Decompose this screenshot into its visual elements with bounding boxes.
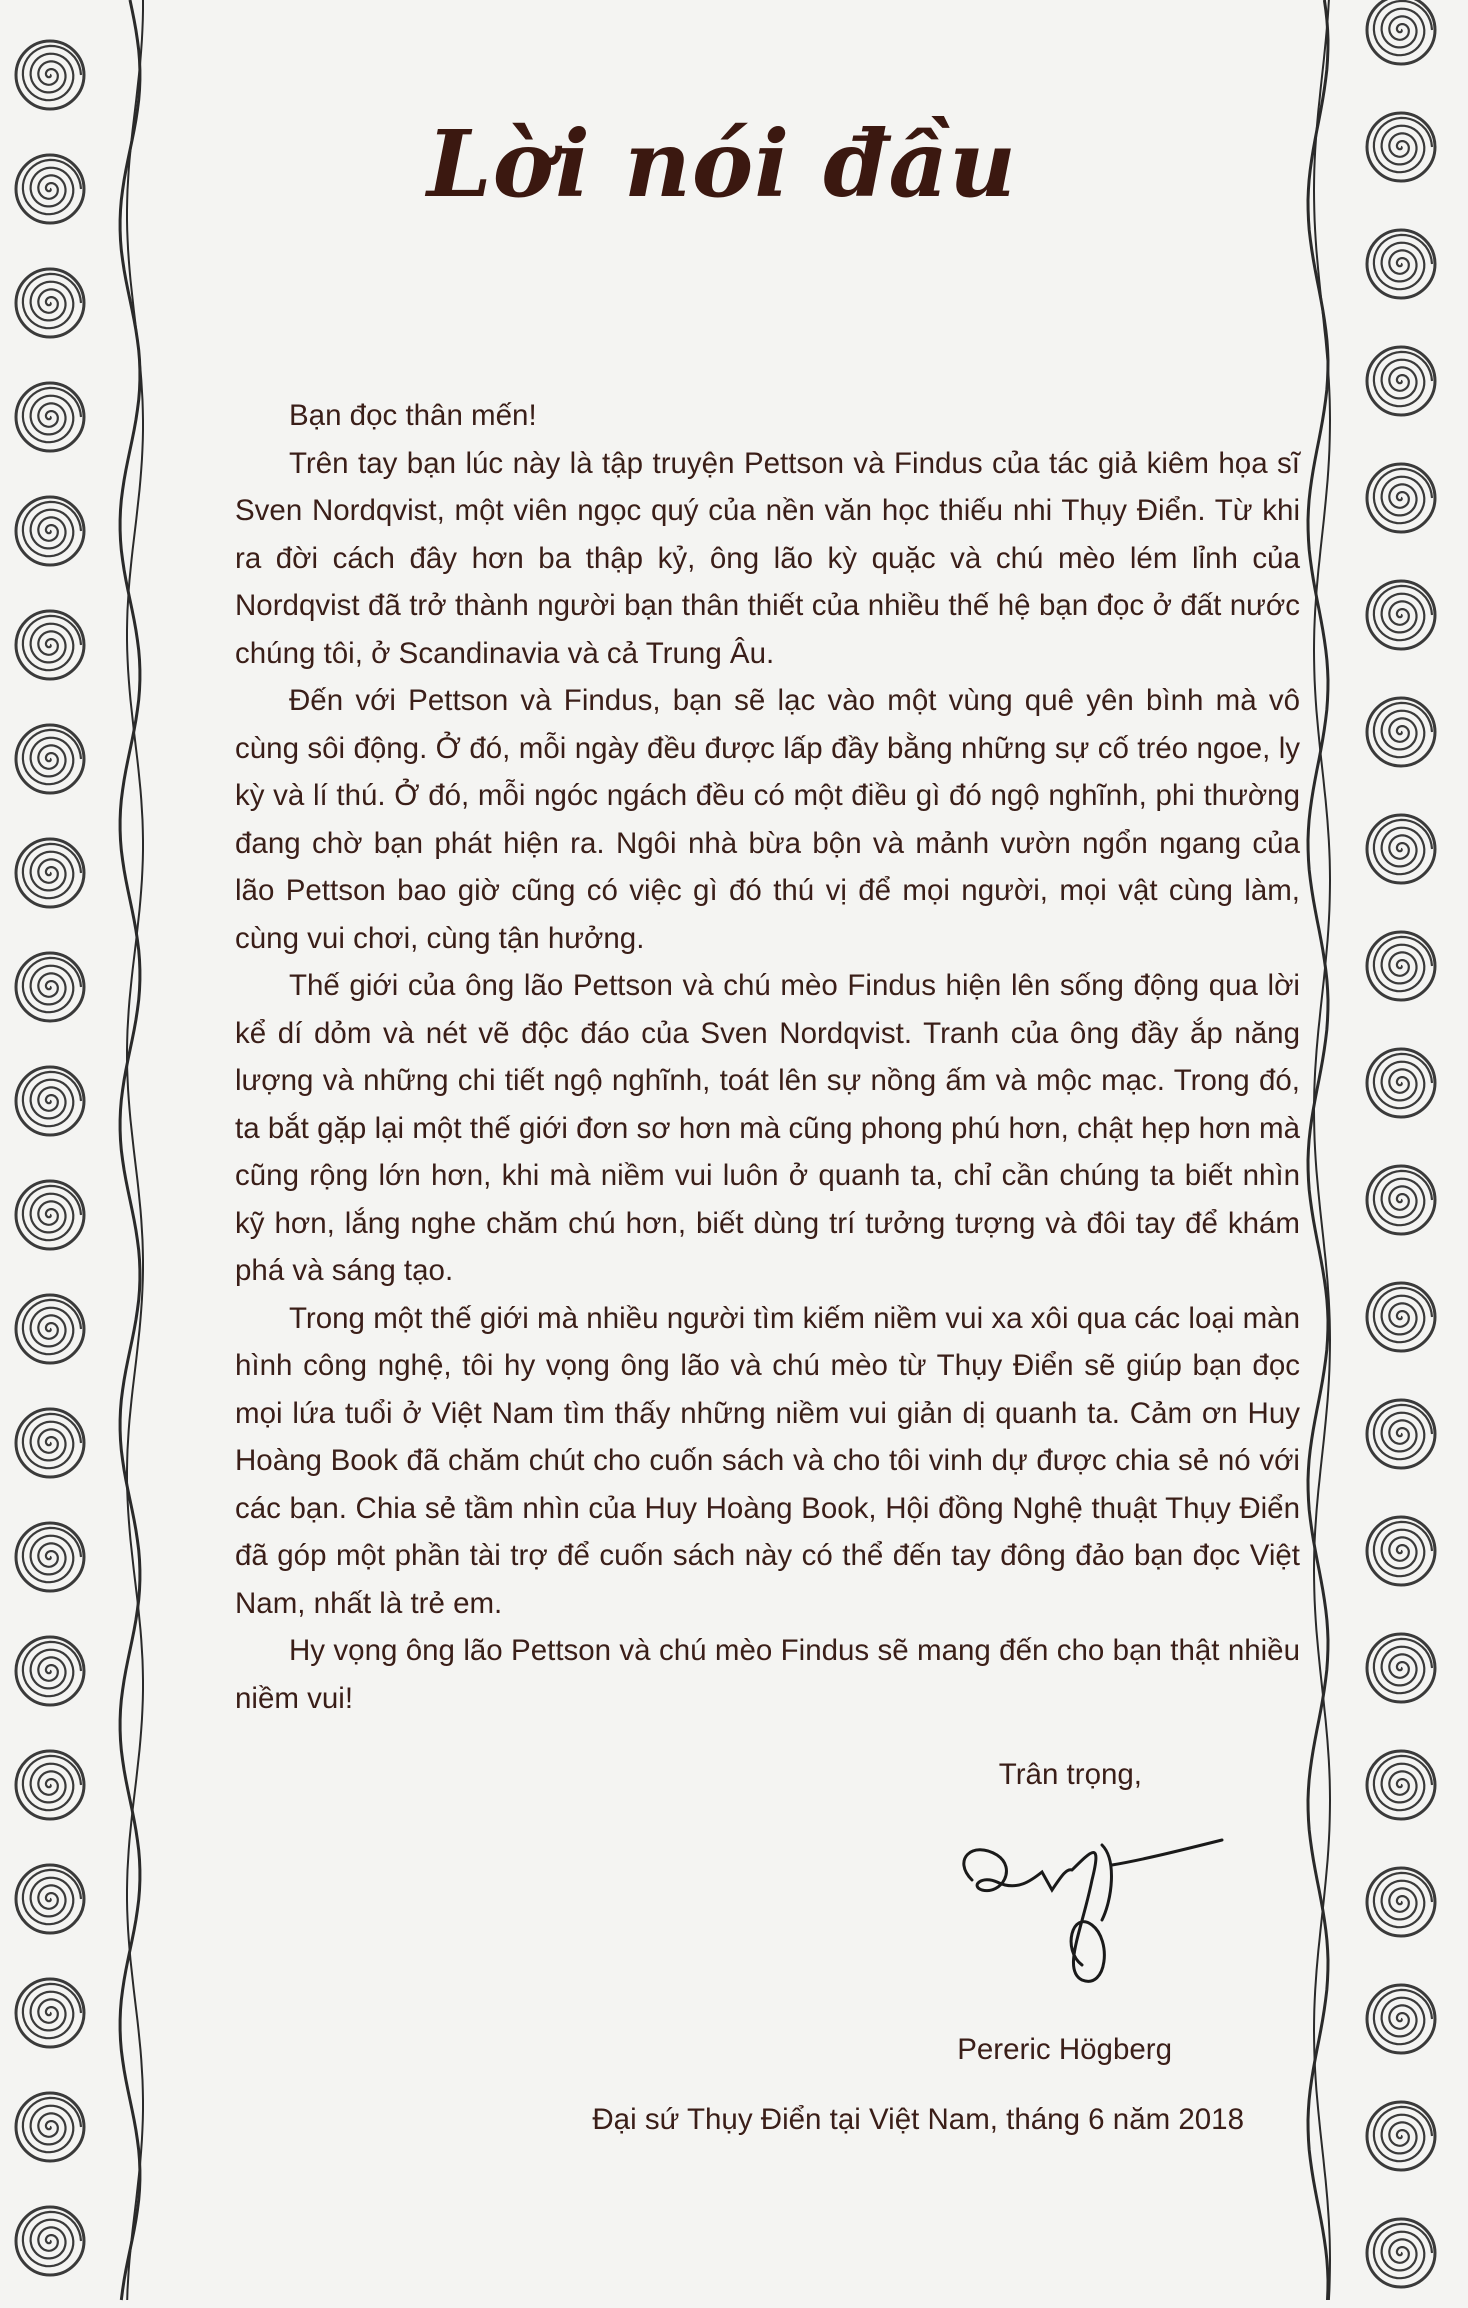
spiral-icon [16, 1067, 84, 1135]
spiral-icon [1367, 932, 1435, 1000]
spiral-icon [16, 2093, 84, 2161]
spiral-icon [1367, 2102, 1435, 2170]
spiral-icon [1367, 815, 1435, 883]
letter-content [182, 0, 1300, 2308]
spiral-icon [1367, 347, 1435, 415]
spiral-icon [16, 839, 84, 907]
spiral-icon [1367, 1634, 1435, 1702]
spiral-icon [16, 1181, 84, 1249]
spiral-icon [16, 1409, 84, 1477]
spiral-icon [1367, 1166, 1435, 1234]
signature-image [942, 1820, 1242, 2000]
page-title: Lời nói đầu [426, 110, 1018, 218]
paragraph-3: Thế giới của ông lão Pettson và chú mèo Findus hiện lên sống động qua lời kể dí dỏm và nét vẽ độc đáo của Sven Nordqvist. Tranh của ông đầy ắp năng lượng và những chi tiết ngộ nghĩnh, toát lên sự nồng ấm và mộc mạc. Trong đó, ta bắt gặp lại một thế giới đơn sơ hơn mà cũng phong phú hơn, chật hẹp hơn mà cũng rộng lớn hơn, khi mà niềm vui luôn ở quanh ta, chỉ cần chúng ta biết nhìn kỹ hơn, lắng nghe chăm chú hơn, biết dùng trí tưởng tượng và đôi tay để khám phá và sáng tạo. [235, 969, 1300, 1287]
spiral-icon [1367, 113, 1435, 181]
closing: Trân trọng, [998, 1758, 1142, 1791]
spiral-icon [16, 1751, 84, 1819]
paragraph-1: Trên tay bạn lúc này là tập truyện Pettson và Findus của tác giả kiêm họa sĩ Sven Nordqvist, một viên ngọc quý của nền văn học thiếu nhi Thụy Điển. Từ khi ra đời cách đây hơn ba thập kỷ, ông lão kỳ quặc và chú mèo lém lỉnh của Nordqvist đã trở thành người bạn thân thiết của nhiều thế hệ bạn đọc ở đất nước chúng tôi, ở Scandinavia và cả Trung Âu. [235, 446, 1300, 670]
spiral-icon [1367, 1049, 1435, 1117]
left-spiral-border [0, 0, 140, 2308]
spiral-icon [16, 383, 84, 451]
spiral-icon [1367, 1400, 1435, 1468]
spiral-icon [16, 1865, 84, 1933]
spiral-icon [16, 1523, 84, 1591]
spiral-icon [16, 2207, 84, 2275]
spiral-icon [1367, 698, 1435, 766]
paragraph-2: Đến với Pettson và Findus, bạn sẽ lạc vào một vùng quê yên bình mà vô cùng sôi động. Ở đó, mỗi ngày đều được lấp đầy bằng những sự cố tréo ngoe, ly kỳ và lí thú. Ở đó, mỗi ngóc ngách đều có một điều gì đó ngộ nghĩnh, phi thường đang chờ bạn phát hiện ra. Ngôi nhà bừa bộn và mảnh vườn ngổn ngang của lão Pettson bao giờ cũng có việc gì đó thú vị để mọi người, mọi vật cùng làm, cùng vui chơi, cùng tận hưởng. [235, 684, 1300, 955]
spiral-icon [1367, 1283, 1435, 1351]
spiral-icon [1367, 2219, 1435, 2287]
spiral-icon [1367, 230, 1435, 298]
spiral-icon [1367, 1517, 1435, 1585]
spiral-icon [1367, 1751, 1435, 1819]
spiral-icon [16, 269, 84, 337]
spiral-icon [16, 497, 84, 565]
spiral-icon [16, 41, 84, 109]
spiral-icon [16, 725, 84, 793]
spiral-icon [16, 1637, 84, 1705]
spiral-icon [1367, 1868, 1435, 1936]
spiral-icon [1367, 0, 1435, 64]
spiral-icon [16, 1979, 84, 2047]
spiral-icon [16, 155, 84, 223]
paragraph-5: Hy vọng ông lão Pettson và chú mèo Findus sẽ mang đến cho bạn thật nhiều niềm vui! [235, 1634, 1300, 1715]
right-spiral-border [1288, 0, 1468, 2308]
spiral-icon [16, 1295, 84, 1363]
signer-name: Pereric Högberg [957, 2033, 1172, 2066]
spiral-icon [16, 953, 84, 1021]
signer-title: Đại sứ Thụy Điển tại Việt Nam, tháng 6 năm 2018 [592, 2103, 1244, 2136]
spiral-icon [1367, 464, 1435, 532]
spiral-icon [16, 611, 84, 679]
spiral-icon [1367, 1985, 1435, 2053]
paragraph-4: Trong một thế giới mà nhiều người tìm kiếm niềm vui xa xôi qua các loại màn hình công nghệ, tôi hy vọng ông lão và chú mèo từ Thụy Điển sẽ giúp bạn đọc mọi lứa tuổi ở Việt Nam tìm thấy những niềm vui giản dị quanh ta. Cảm ơn Huy Hoàng Book đã chăm chút cho cuốn sách và cho tôi vinh dự được chia sẻ nó với các bạn. Chia sẻ tầm nhìn của Huy Hoàng Book, Hội đồng Nghệ thuật Thụy Điển đã góp một phần tài trợ để cuốn sách này có thể đến tay đông đảo bạn đọc Việt Nam, nhất là trẻ em. [235, 1301, 1300, 1620]
spiral-icon [1367, 581, 1435, 649]
greeting: Bạn đọc thân mến! [289, 399, 537, 432]
letter-body [235, 392, 1300, 1722]
